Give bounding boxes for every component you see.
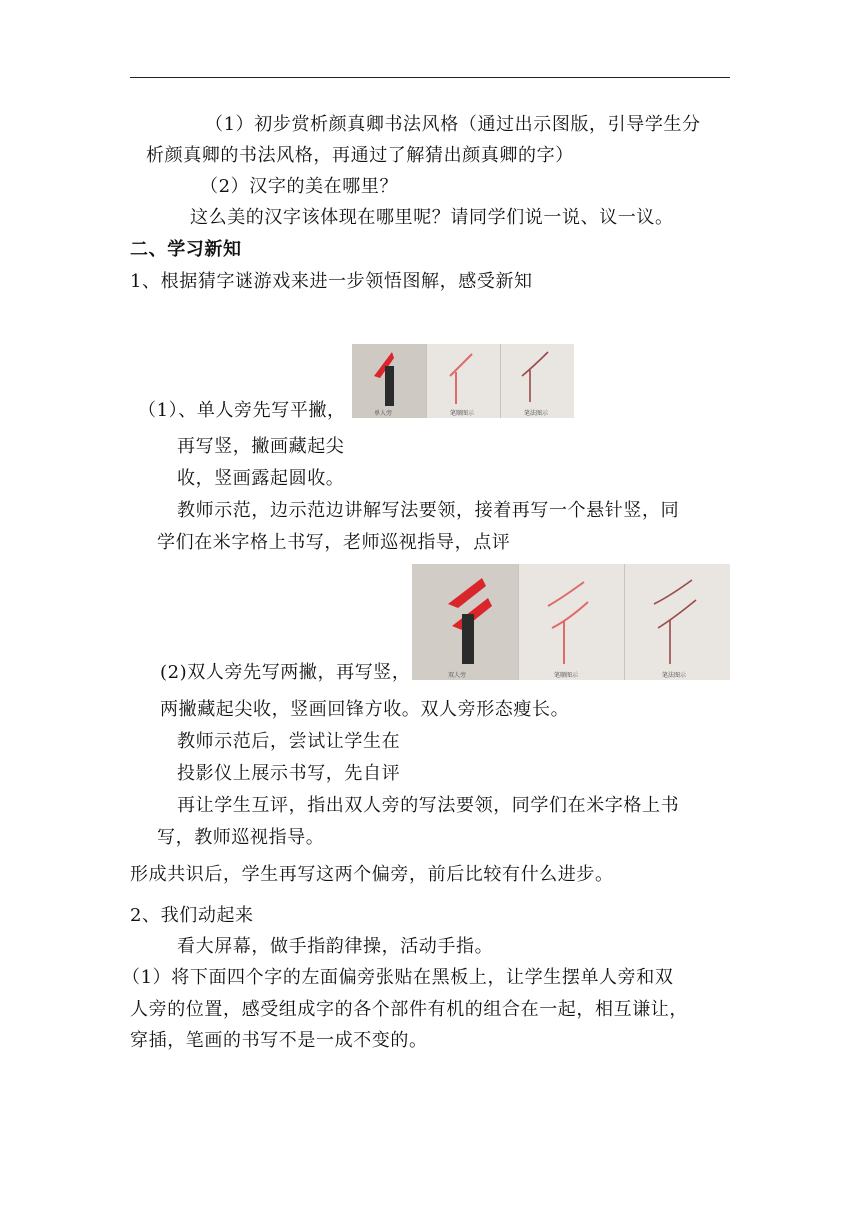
- subsection-heading: 2、我们动起来: [130, 905, 254, 926]
- paragraph-line: （1）初步赏析颜真卿书法风格（通过出示图版，引导学生分: [205, 114, 701, 135]
- figure-caption: 笔法图示: [662, 672, 687, 679]
- figure-caption: 笔顺图示: [554, 672, 579, 679]
- paragraph-line: 投影仪上展示书写，先自评: [177, 763, 401, 784]
- figure-caption: 笔法图示: [524, 410, 549, 417]
- paragraph-line: 两撇藏起尖收，竖画回锋方收。双人旁形态瘦长。: [160, 699, 570, 720]
- paragraph-line: 教师示范后，尝试让学生在: [177, 731, 401, 752]
- figure-caption: 双人旁: [448, 672, 467, 679]
- single-person-radical-figure: [352, 344, 574, 418]
- section-heading: 二、学习新知: [130, 239, 242, 260]
- paragraph-line: （1）将下面四个字的左面偏旁张贴在黑板上，让学生摆单人旁和双: [122, 967, 674, 988]
- paragraph-line: （1）、单人旁先写平撇，: [138, 400, 346, 421]
- paragraph-line: 析颜真卿的书法风格，再通过了解猜出颜真卿的字）: [146, 145, 574, 166]
- paragraph-line: 教师示范，边示范边讲解写法要领，接着再写一个悬针竖，同: [177, 500, 680, 521]
- double-person-radical-figure: [412, 564, 730, 680]
- subsection-heading: 1、根据猜字谜游戏来进一步领悟图解，感受新知: [130, 271, 533, 292]
- paragraph-line: 人旁的位置，感受组成字的各个部件有机的组合在一起，相互谦让，: [130, 999, 688, 1020]
- double-person-radical-strokes: [412, 564, 730, 680]
- paragraph-line: 看大屏幕，做手指韵律操，活动手指。: [177, 936, 494, 957]
- header-rule: [130, 77, 730, 78]
- paragraph-line: 学们在米字格上书写，老师巡视指导，点评: [157, 532, 511, 553]
- paragraph-line: 穿插，笔画的书写不是一成不变的。: [130, 1030, 428, 1051]
- figure-caption: 笔顺图示: [450, 410, 475, 417]
- paragraph-line: 收，竖画露起圆收。: [177, 468, 345, 489]
- paragraph-line: 写，教师巡视指导。: [157, 827, 325, 848]
- paragraph-line: 再写竖，撇画藏起尖: [177, 436, 345, 457]
- paragraph-line: 这么美的汉字该体现在哪里呢？请同学们说一说、议一议。: [190, 207, 674, 228]
- paragraph-line: 形成共识后，学生再写这两个偏旁，前后比较有什么进步。: [130, 864, 614, 885]
- paragraph-line: （2）汉字的美在哪里？: [200, 176, 399, 197]
- single-person-radical-strokes: [352, 344, 574, 418]
- paragraph-line: (2)双人旁先写两撇，再写竖，: [160, 662, 411, 683]
- figure-caption: 单人旁: [374, 410, 393, 417]
- paragraph-line: 再让学生互评，指出双人旁的写法要领，同学们在米字格上书: [177, 795, 680, 816]
